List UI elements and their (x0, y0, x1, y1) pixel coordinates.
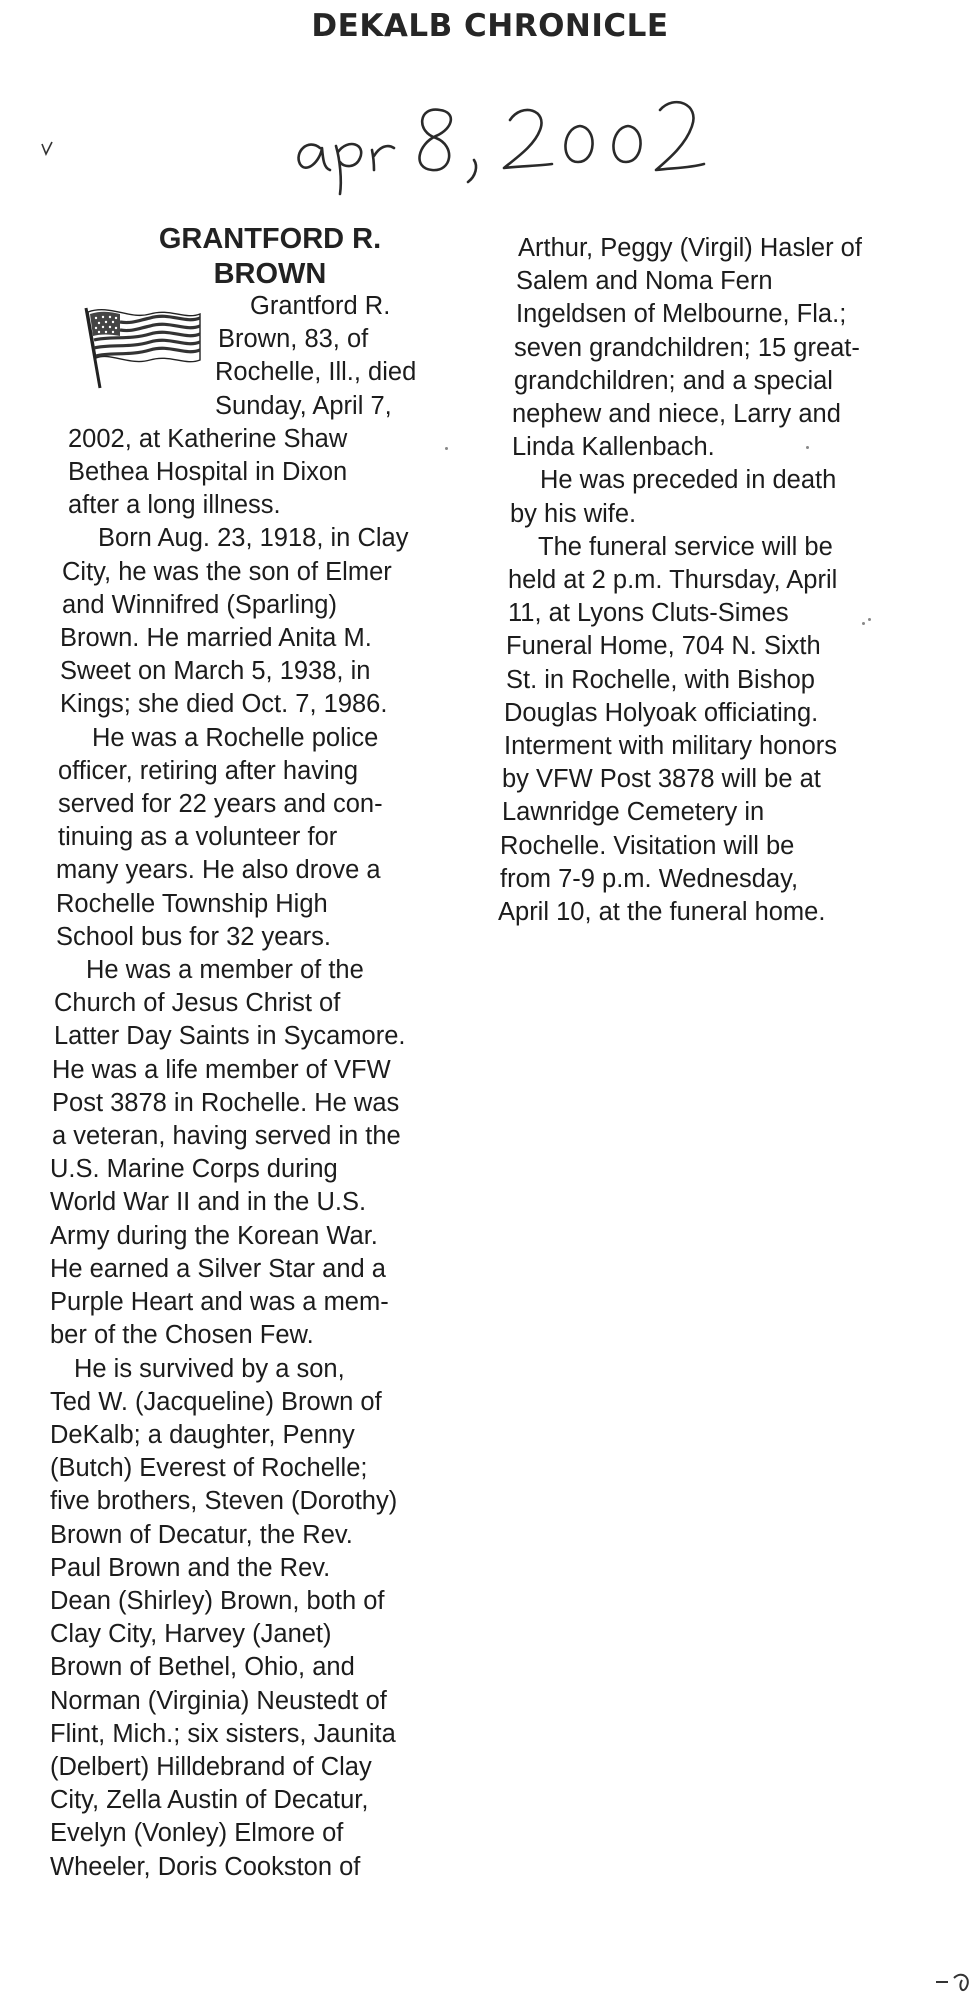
scan-speck (862, 622, 865, 625)
handwritten-date (290, 90, 710, 200)
text-line: Evelyn (Vonley) Elmore of (50, 1819, 344, 1848)
text-line: Born Aug. 23, 1918, in Clay (98, 524, 409, 553)
text-line: (Butch) Everest of Rochelle; (50, 1454, 368, 1483)
text-line: Rochelle Township High (56, 889, 328, 918)
text-line: Linda Kallenbach. (512, 433, 715, 462)
text-line: (Delbert) Hilldebrand of Clay (50, 1752, 372, 1781)
scan-speck (868, 618, 871, 621)
text-line: ber of the Chosen Few. (50, 1321, 314, 1350)
text-line: grandchildren; and a special (514, 366, 833, 395)
pen-mark (40, 140, 54, 158)
text-line: Clay City, Harvey (Janet) (50, 1620, 332, 1649)
text-line: DeKalb; a daughter, Penny (50, 1420, 355, 1449)
text-line: officer, retiring after having (58, 756, 359, 785)
text-line: nephew and niece, Larry and (512, 400, 841, 429)
text-line: Brown of Bethel, Ohio, and (50, 1653, 355, 1682)
text-line: City, he was the son of Elmer (62, 557, 392, 586)
text-line: Kings; she died Oct. 7, 1986. (60, 690, 388, 719)
obituary-right-column (498, 232, 938, 929)
text-line: Lawnridge Cemetery in (502, 798, 765, 827)
text-line: Brown of Decatur, the Rev. (50, 1520, 353, 1549)
text-line: and Winnifred (Sparling) (62, 590, 337, 619)
scan-speck (445, 447, 448, 450)
text-line: Brown, 83, of (218, 325, 369, 354)
text-line: five brothers, Steven (Dorothy) (50, 1487, 398, 1516)
text-line: Interment with military honors (504, 732, 838, 761)
text-line: School bus for 32 years. (56, 922, 331, 951)
text-line: Arthur, Peggy (Virgil) Hasler of (518, 234, 862, 262)
text-line: He was preceded in death (540, 466, 837, 495)
text-line: Purple Heart and was a mem- (50, 1288, 389, 1317)
scan-speck (806, 446, 809, 449)
text-line: Ingeldsen of Melbourne, Fla.; (516, 300, 847, 329)
text-line: He was a Rochelle police (92, 723, 379, 752)
text-line: Flint, Mich.; six sisters, Jaunita (50, 1719, 396, 1748)
text-line: World War II and in the U.S. (50, 1188, 367, 1217)
text-line: Dean (Shirley) Brown, both of (50, 1586, 385, 1615)
text-line: Paul Brown and the Rev. (50, 1553, 331, 1582)
text-line: Douglas Holyoak officiating. (504, 698, 819, 727)
text-line: Post 3878 in Rochelle. He was (52, 1088, 400, 1117)
page-edge-mark (928, 1968, 980, 1994)
text-line: Ted W. (Jacqueline) Brown of (50, 1387, 382, 1416)
text-line: St. in Rochelle, with Bishop (506, 665, 815, 694)
text-line: 2002, at Katherine Shaw (68, 424, 348, 453)
text-line: Army during the Korean War. (50, 1221, 378, 1250)
text-line: Funeral Home, 704 N. Sixth (506, 632, 821, 661)
text-line: served for 22 years and con- (58, 790, 383, 819)
text-line: Brown. He married Anita M. (60, 624, 372, 653)
text-line: Sweet on March 5, 1938, in (60, 657, 371, 686)
headline-line-1: GRANTFORD R. (158, 223, 382, 255)
text-line: Bethea Hospital in Dixon (68, 458, 348, 487)
text-line: after a long illness. (68, 491, 281, 520)
text-line: Salem and Noma Fern (516, 267, 773, 296)
text-line: from 7-9 p.m. Wednesday, (500, 864, 799, 893)
text-line: City, Zella Austin of Decatur, (50, 1786, 369, 1815)
text-line: 11, at Lyons Cluts-Simes (508, 599, 789, 628)
text-line: a veteran, having served in the (52, 1122, 401, 1151)
text-line: Rochelle, Ill., died (215, 358, 417, 387)
text-line: Grantford R. (250, 292, 391, 320)
headline-line-2: BROWN (213, 258, 327, 290)
text-line: held at 2 p.m. Thursday, April (508, 566, 838, 595)
text-line: by his wife. (510, 499, 637, 528)
text-line: The funeral service will be (538, 532, 833, 561)
text-line: He earned a Silver Star and a (50, 1254, 386, 1283)
masthead: DEKALB CHRONICLE (311, 8, 669, 44)
text-line: Latter Day Saints in Sycamore. (54, 1022, 406, 1051)
text-line: Norman (Virginia) Neustedt of (50, 1686, 387, 1715)
text-line: by VFW Post 3878 will be at (502, 765, 821, 794)
text-line: tinuing as a volunteer for (58, 823, 338, 852)
obituary-headline (90, 222, 450, 292)
text-line: U.S. Marine Corps during (50, 1155, 338, 1184)
text-line: seven grandchildren; 15 great- (514, 333, 860, 362)
text-line: April 10, at the funeral home. (498, 898, 826, 927)
text-line: He is survived by a son, (74, 1354, 345, 1383)
text-line: many years. He also drove a (56, 856, 381, 885)
text-line: Wheeler, Doris Cookston of (50, 1852, 361, 1881)
text-line: Rochelle. Visitation will be (500, 831, 795, 860)
text-line: He was a life member of VFW (52, 1055, 391, 1084)
text-line: He was a member of the (86, 956, 364, 985)
text-line: Church of Jesus Christ of (54, 989, 341, 1018)
text-line: Sunday, April 7, (215, 391, 392, 420)
obituary-left-column (50, 290, 460, 1884)
